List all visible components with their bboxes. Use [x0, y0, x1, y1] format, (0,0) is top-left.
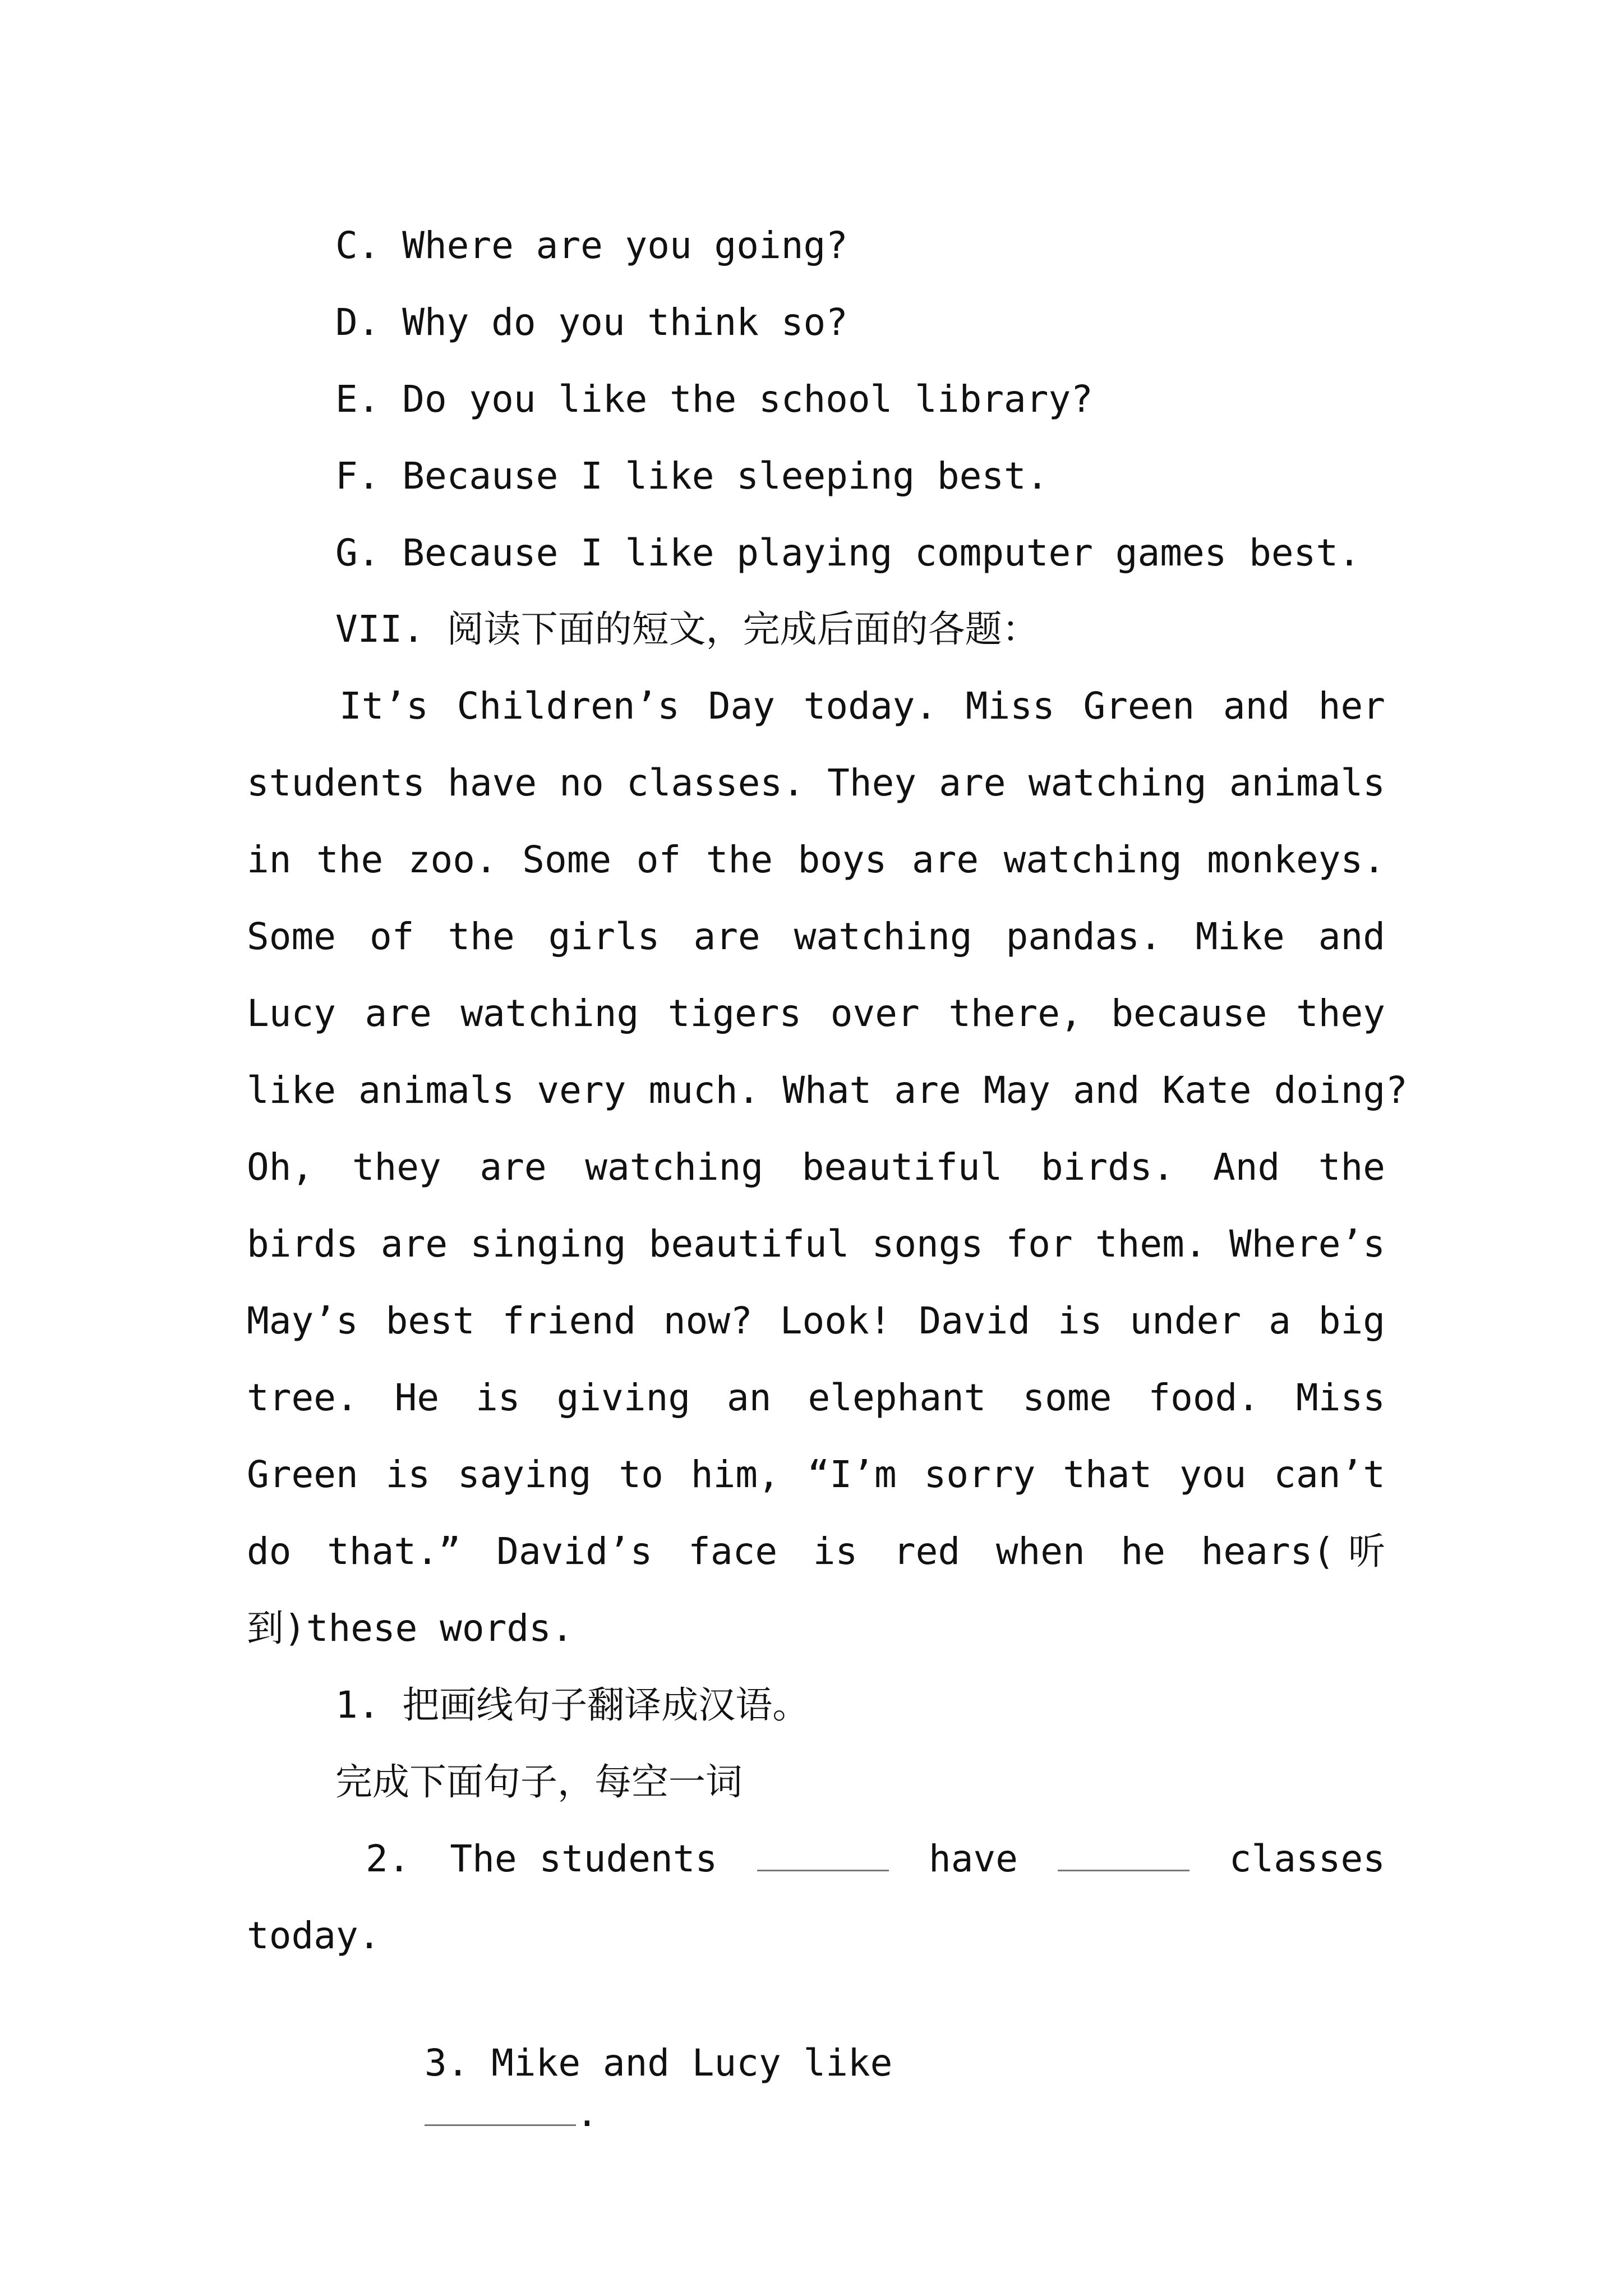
passage-line-7: Oh, they are watching beautiful birds. And the: [247, 1145, 1385, 1189]
passage-line-3: in the zoo. Some of the boys are watching monkeys.: [247, 838, 1385, 881]
question-2-blank-1: [757, 1836, 889, 1871]
question-2-text-b: have: [929, 1837, 1018, 1880]
question-2: [366, 1834, 1385, 1884]
question-2-text-c: classes: [1229, 1837, 1385, 1880]
question-2-continuation: today.: [247, 1914, 381, 1957]
question-1: 1. 把画线句子翻译成汉语。: [335, 1683, 810, 1727]
passage-line-12: do that.” David’s face is red when he hears(听: [247, 1530, 1385, 1573]
question-3-text: 3. Mike and Lucy like: [424, 2041, 893, 2085]
option-e: E. Do you like the school library?: [335, 378, 1094, 421]
option-f: F. Because I like sleeping best.: [335, 454, 1049, 498]
passage-line-13: 到)these words.: [247, 1607, 574, 1650]
passage-line-1: It’s Children’s Day today. Miss Green and her: [339, 684, 1385, 728]
question-2-blank-2: [1058, 1836, 1189, 1871]
passage-line-2: students have no classes. They are watching animals: [247, 761, 1385, 804]
fill-in-instruction: 完成下面句子，每空一词: [335, 1760, 743, 1803]
question-2-text-a: The students: [450, 1837, 718, 1880]
section-heading: VII. 阅读下面的短文，完成后面的各题：: [335, 608, 1039, 651]
passage-line-4: Some of the girls are watching pandas. Mike and: [247, 915, 1385, 958]
option-c: C. Where are you going?: [335, 224, 848, 267]
question-2-number: 2.: [366, 1837, 411, 1880]
passage-line-8: birds are singing beautiful songs for them. Where’s: [247, 1222, 1385, 1266]
passage-line-5: Lucy are watching tigers over there, because they: [247, 992, 1385, 1035]
option-d: D. Why do you think so?: [335, 301, 848, 344]
question-3-end: .: [575, 2092, 598, 2135]
passage-line-6: like animals very much. What are May and Kate doing?: [247, 1069, 1408, 1112]
passage-line-11: Green is saying to him, “I’m sorry that you can’t: [247, 1453, 1385, 1496]
option-g: G. Because I like playing computer games best.: [335, 531, 1361, 574]
question-3: [335, 1987, 892, 2189]
passage-line-9: May’s best friend now? Look! David is under a big: [247, 1299, 1385, 1342]
question-3-blank: [425, 2091, 576, 2126]
passage-line-10: tree. He is giving an elephant some food. Miss: [247, 1376, 1385, 1419]
